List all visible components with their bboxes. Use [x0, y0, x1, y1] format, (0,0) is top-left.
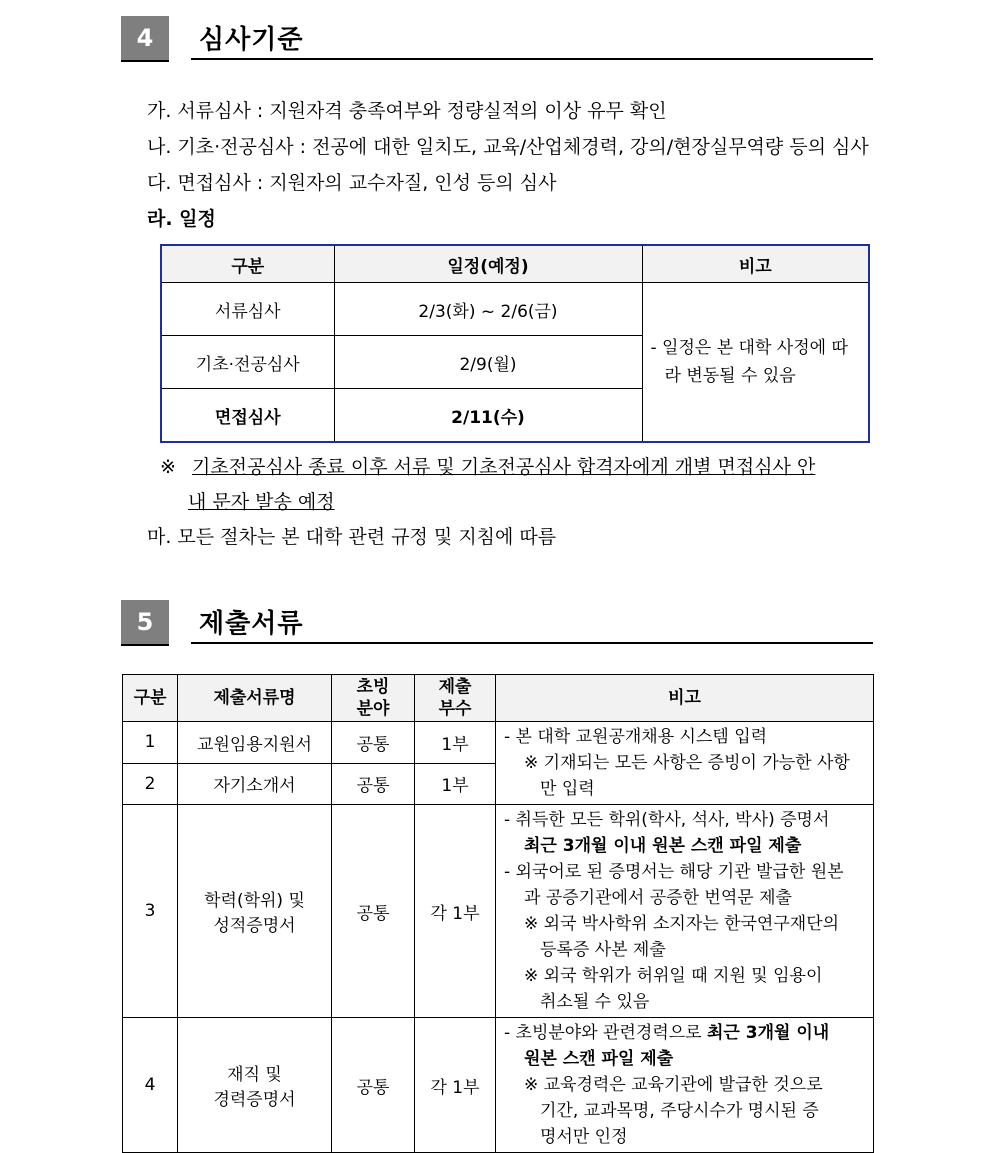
header-copies-line: 부수 — [438, 699, 472, 719]
table-row — [123, 722, 874, 764]
notice-mark: ※ — [160, 456, 176, 478]
remark-line: 기간, 교과목명, 주당시수가 명시된 증 — [540, 1101, 819, 1121]
cell-name-line: 경력증명서 — [213, 1090, 296, 1110]
remark-line: ※ 외국 박사학위 소지자는 한국연구재단의 — [524, 914, 840, 934]
remark-line: - 취득한 모든 학위(학사, 석사, 박사) 증명서 — [504, 810, 830, 830]
cell-remark — [496, 722, 874, 805]
cell-date: 2/3(화) ~ 2/6(금) — [334, 283, 642, 336]
cell-copies: 1부 — [415, 722, 496, 764]
remark-line: 원본 스캔 파일 제출 — [524, 1049, 674, 1069]
cell-no: 2 — [123, 763, 178, 805]
cell-name-line: 재직 및 — [227, 1065, 282, 1085]
criteria-item-a: 가. 서류심사 : 지원자격 충족여부와 정량실적의 이상 유무 확인 — [147, 100, 667, 122]
cell-no: 3 — [123, 805, 178, 1018]
remark-line: 과 공증기관에서 공증한 번역문 제출 — [524, 888, 792, 908]
section-number-underline — [121, 60, 169, 62]
cell-note — [642, 283, 869, 443]
header-date: 일정(예정) — [334, 245, 642, 283]
notice-text: 내 문자 발송 예정 — [188, 491, 335, 513]
note-line: 라 변동될 수 있음 — [664, 366, 796, 386]
remark-line: ※ 외국 학위가 허위일 때 지원 및 임용이 — [524, 966, 823, 986]
cell-no: 4 — [123, 1018, 178, 1153]
remark-line: 취소될 수 있음 — [540, 992, 650, 1012]
criteria-item-c: 다. 면접심사 : 지원자의 교수자질, 인성 등의 심사 — [147, 172, 557, 194]
remark-line: - 본 대학 교원공개채용 시스템 입력 — [504, 727, 768, 747]
section-number: 5 — [121, 600, 169, 644]
section-5-header — [121, 600, 873, 644]
cell-copies: 각 1부 — [415, 1018, 496, 1153]
schedule-table — [160, 244, 870, 443]
table-row — [161, 283, 869, 336]
documents-table — [122, 674, 874, 1153]
header-type: 구분 — [161, 245, 334, 283]
notice-line-2 — [188, 487, 335, 514]
cell-remark — [496, 805, 874, 1018]
header-name: 제출서류명 — [178, 675, 332, 722]
cell-field: 공통 — [332, 722, 415, 764]
cell-field: 공통 — [332, 1018, 415, 1153]
header-field-line: 초빙 — [356, 677, 390, 697]
cell-date: 2/11(수) — [334, 389, 642, 443]
table-row — [123, 805, 874, 1018]
cell-date: 2/9(월) — [334, 336, 642, 389]
section-rule — [191, 642, 873, 644]
cell-no: 1 — [123, 722, 178, 764]
section-4-header — [121, 16, 873, 60]
cell-name — [178, 1018, 332, 1153]
notice-text: 기초전공심사 종료 이후 서류 및 기초전공심사 합격자에게 개별 면접심사 안 — [191, 456, 816, 478]
section-number: 4 — [121, 16, 169, 60]
header-note: 비고 — [642, 245, 869, 283]
header-copies-line: 제출 — [438, 677, 472, 697]
remark-line: 최근 3개월 이내 원본 스캔 파일 제출 — [524, 836, 802, 856]
table-header-row — [161, 245, 869, 283]
remark-line: - 외국어로 된 증명서는 해당 기관 발급한 원본 — [504, 862, 844, 882]
notice-line-1 — [160, 452, 815, 479]
section-number-underline — [121, 644, 169, 646]
cell-name: 자기소개서 — [178, 763, 332, 805]
header-remark: 비고 — [496, 675, 874, 722]
remark-emphasis: 최근 3개월 이내 — [707, 1023, 830, 1043]
cell-name-line: 성적증명서 — [213, 916, 296, 936]
section-rule — [191, 58, 873, 60]
cell-type: 면접심사 — [161, 389, 334, 443]
section-title: 심사기준 — [199, 25, 304, 55]
final-item: 마. 모든 절차는 본 대학 관련 규정 및 지침에 따름 — [147, 526, 557, 548]
remark-text: - 초빙분야와 관련경력으로 — [504, 1023, 707, 1043]
remark-line — [504, 1020, 867, 1046]
remark-line: ※ 교육경력은 교육기관에 발급한 것으로 — [524, 1075, 823, 1095]
cell-field: 공통 — [332, 763, 415, 805]
cell-name: 교원임용지원서 — [178, 722, 332, 764]
remark-line: 명서만 인정 — [540, 1127, 628, 1147]
cell-name — [178, 805, 332, 1018]
remark-line: 등록증 사본 제출 — [540, 940, 666, 960]
cell-name-line: 학력(학위) 및 — [204, 891, 305, 911]
remark-line: ※ 기재되는 모든 사항은 증빙이 가능한 사항 — [524, 753, 850, 773]
section-title: 제출서류 — [199, 609, 304, 639]
table-row — [123, 1018, 874, 1153]
note-line: - 일정은 본 대학 사정에 따 — [650, 338, 848, 358]
header-field — [332, 675, 415, 722]
cell-copies: 1부 — [415, 763, 496, 805]
header-copies — [415, 675, 496, 722]
criteria-item-b: 나. 기초·전공심사 : 전공에 대한 일치도, 교육/산업체경력, 강의/현장실무역량 등의 심사 — [147, 136, 869, 158]
cell-remark — [496, 1018, 874, 1153]
table-header-row — [123, 675, 874, 722]
cell-field: 공통 — [332, 805, 415, 1018]
header-field-line: 분야 — [356, 699, 390, 719]
header-no: 구분 — [123, 675, 178, 722]
cell-type: 기초·전공심사 — [161, 336, 334, 389]
schedule-heading: 라. 일정 — [147, 208, 216, 230]
cell-copies: 각 1부 — [415, 805, 496, 1018]
cell-type: 서류심사 — [161, 283, 334, 336]
remark-line: 만 입력 — [540, 779, 595, 799]
